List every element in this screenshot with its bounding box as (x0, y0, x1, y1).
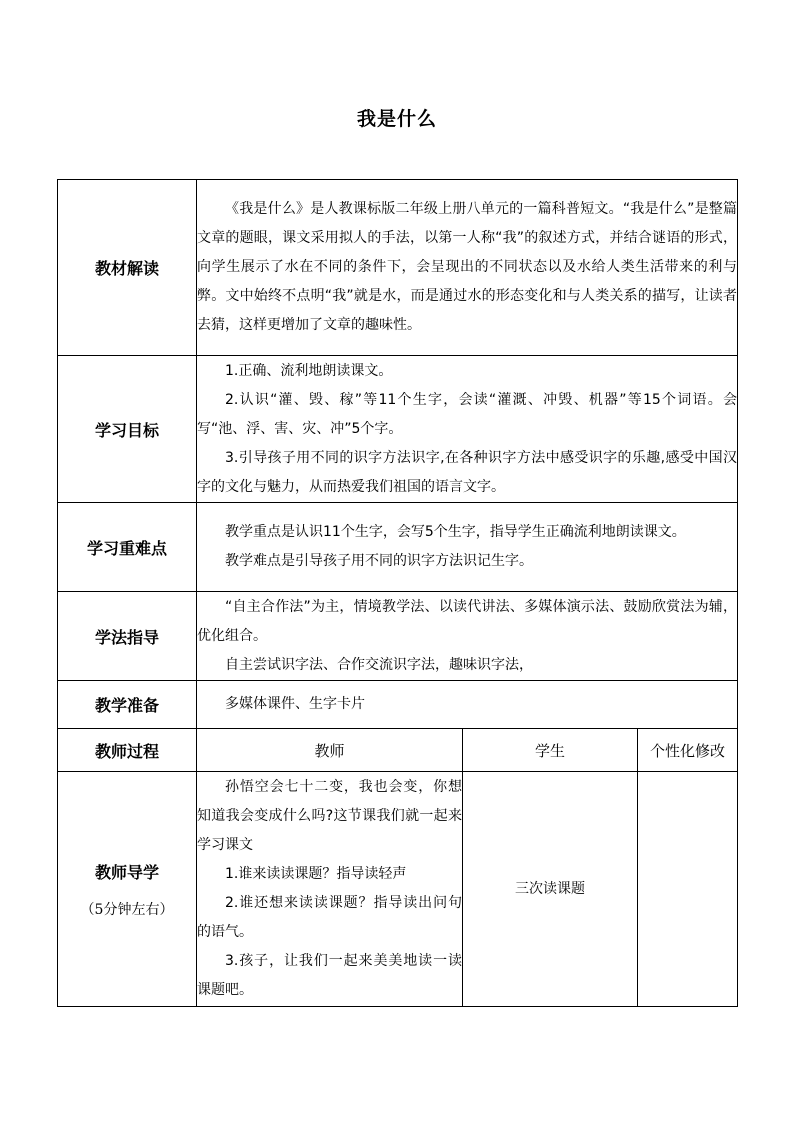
keypoint-item: 教学难点是引导孩子用不同的识字方法识记生字。 (225, 553, 533, 569)
guide-teacher-step: 3.孩子，让我们一起来美美地读一读课题吧。 (197, 953, 462, 998)
column-header-teacher: 教师 (197, 729, 463, 772)
row-method (58, 592, 738, 681)
row-label-process: 教师过程 (58, 729, 197, 772)
keypoint-item: 教学重点是认识11个生字，会写5个生字，指导学生正确流利地朗读课文。 (225, 524, 686, 540)
row-guide (58, 772, 738, 1007)
column-header-student: 学生 (463, 729, 638, 772)
method-item: “自主合作法”为主，情境教学法、以读代讲法、多媒体演示法、鼓励欣赏法为辅，优化组合。 (197, 598, 737, 644)
guide-label: 教师导学 (94, 862, 159, 882)
row-label-prep: 教学准备 (58, 681, 197, 729)
row-prep (58, 681, 738, 729)
material-paragraph: 《我是什么》是人教课标版二年级上册八单元的一篇科普短文。“我是什么”是整篇文章的题眼，课文采用拟人的手法，以第一人称“我”的叙述方式，并结合谜语的形式，向学生展示了水在不同的条件下，会呈现出的不同状态以及水给人类生活带来的利与弊。文中始终不点明“我”就是水，而是通过水的形态变化和与人类关系的描写，让读者去猜，这样更增加了文章的趣味性。 (197, 201, 737, 333)
row-label-keypoints: 学习重难点 (58, 503, 197, 592)
prep-content (197, 681, 738, 729)
lesson-plan-table (57, 179, 738, 1007)
guide-duration: （5分钟左右） (80, 901, 174, 918)
goal-item: 1.正确、流利地朗读课文。 (225, 362, 393, 379)
row-label-material: 教材解读 (58, 180, 197, 356)
guide-teacher-step: 1.谁来读读课题？指导读轻声 (225, 866, 407, 882)
goal-item: 2.认识“灌、毁、稼”等11个生字，会读“灌溉、冲毁、机器”等15个词语。会写“池、浮、害、灾、冲”5个字。 (197, 391, 737, 437)
guide-teacher-cell (197, 772, 463, 1007)
guide-student-cell: 三次读课题 (463, 772, 638, 1007)
guide-teacher-step: 2.谁还想来读读课题？指导读出问句的语气。 (197, 895, 462, 940)
method-content (197, 592, 738, 681)
column-header-personal: 个性化修改 (638, 729, 738, 772)
keypoints-content (197, 503, 738, 592)
goals-content (197, 356, 738, 503)
row-process-header (58, 729, 738, 772)
row-goals (58, 356, 738, 503)
page-title: 我是什么 (356, 108, 437, 130)
guide-teacher-step: 孙悟空会七十二变，我也会变，你想知道我会变成什么吗?这节课我们就一起来学习课文 (197, 779, 462, 853)
prep-text: 多媒体课件、生字卡片 (225, 696, 365, 712)
row-label-goals: 学习目标 (58, 356, 197, 503)
method-item: 自主尝试识字法、合作交流识字法，趣味识字法， (225, 656, 533, 673)
row-material (58, 180, 738, 356)
row-label-guide (58, 772, 197, 1007)
goal-item: 3.引导孩子用不同的识字方法识字,在各种识字方法中感受识字的乐趣,感受中国汉字的文化与魅力，从而热爱我们祖国的语言文字。 (197, 449, 737, 495)
guide-personal-cell[interactable] (638, 772, 738, 1007)
row-label-method: 学法指导 (58, 592, 197, 681)
material-content (197, 180, 738, 356)
row-keypoints (58, 503, 738, 592)
